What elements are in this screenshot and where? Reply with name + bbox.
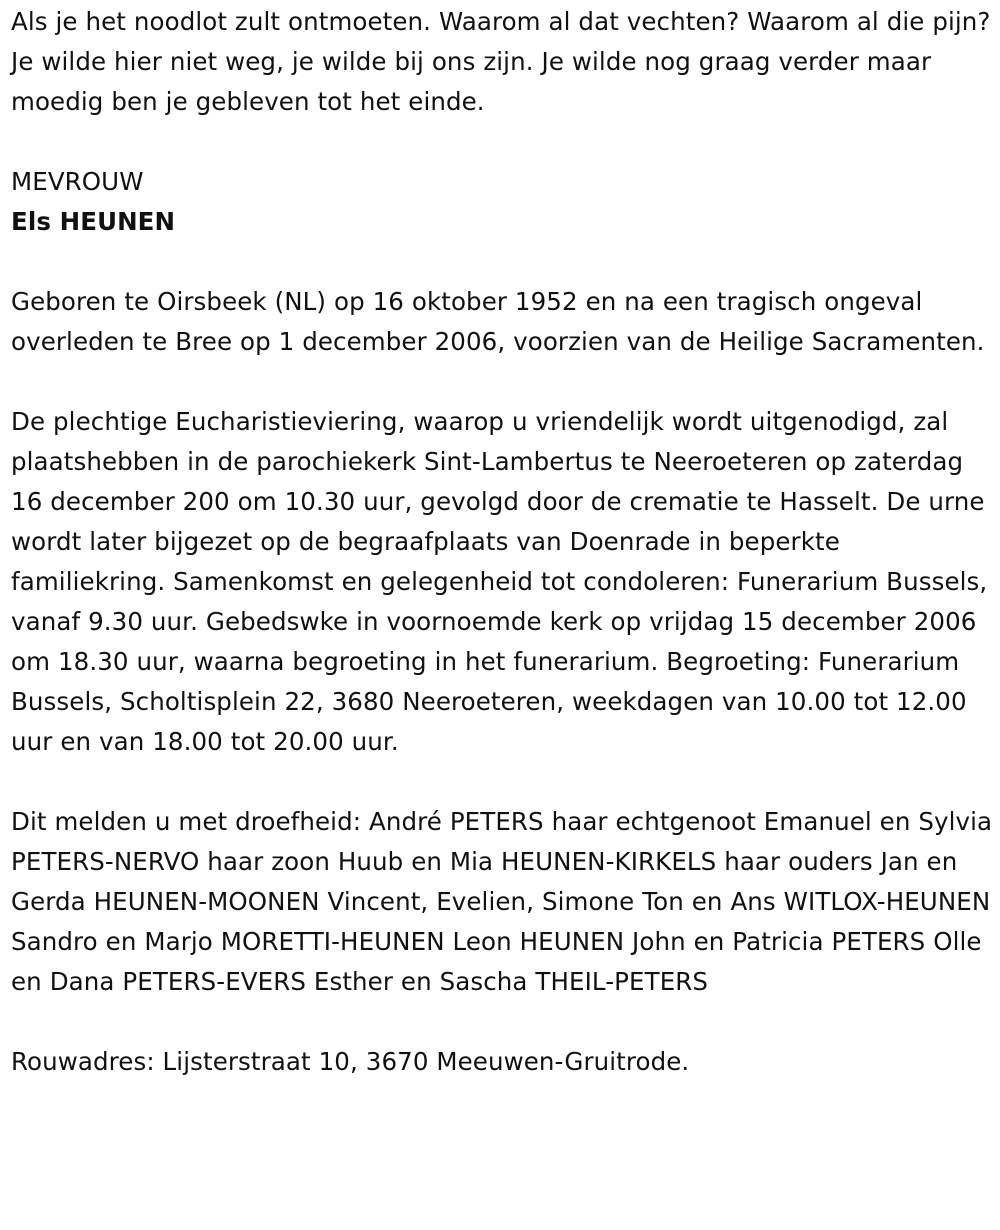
birth-death-paragraph: Geboren te Oirsbeek (NL) op 16 oktober 1952 en na een tragisch ongeval overleden te Bree op 1 december 2006, voorzien van de Heilige Sacramenten. — [11, 287, 985, 356]
ceremony-paragraph: De plechtige Eucharistieviering, waarop u vriendelijk wordt uitgenodigd, zal plaatshebben in de parochiekerk Sint-Lambertus te Neeroeteren op zaterdag 16 december 200 om 10.30 uur, gevolgd door de crematie te Hasselt. De urne wordt later bijgezet op de begraafplaats van Doenrade in beperkte familiekring. Samenkomst en gelegenheid tot condoleren: Funerarium Bussels, vanaf 9.30 uur. Gebedswke in voornoemde kerk op vrijdag 15 december 2006 om 18.30 uur, waarna begroeting in het funerarium. Begroeting: Funerarium Bussels, Scholtisplein 22, 3680 Neeroeteren, weekdagen van 10.00 tot 12.00 uur en van 18.00 tot 20.00 uur. — [11, 407, 988, 756]
mourning-address: Rouwadres: Lijsterstraat 10, 3670 Meeuwen-Gruitrode. — [11, 1047, 690, 1076]
spacer — [11, 1002, 993, 1042]
deceased-name: Els HEUNEN — [11, 207, 176, 236]
spacer — [11, 362, 993, 402]
obituary-document — [11, 2, 993, 1082]
family-paragraph: Dit melden u met droefheid: André PETERS haar echtgenoot Emanuel en Sylvia PETERS-NERVO haar zoon Huub en Mia HEUNEN-KIRKELS haar ouders Jan en Gerda HEUNEN-MOONEN Vincent, Evelien, Simone Ton en Ans WITLOX-HEUNEN Sandro en Marjo MORETTI-HEUNEN Leon HEUNEN John en Patricia PETERS Olle en Dana PETERS-EVERS Esther en Sascha THEIL-PETERS — [11, 807, 993, 996]
spacer — [11, 762, 993, 802]
spacer — [11, 242, 993, 282]
poem-paragraph: Als je het noodlot zult ontmoeten. Waarom al dat vechten? Waarom al die pijn? Je wilde hier niet weg, je wilde bij ons zijn. Je wilde nog graag verder maar moedig ben je gebleven tot het einde. — [11, 7, 991, 116]
spacer — [11, 122, 993, 162]
salutation-label: MEVROUW — [11, 167, 144, 196]
